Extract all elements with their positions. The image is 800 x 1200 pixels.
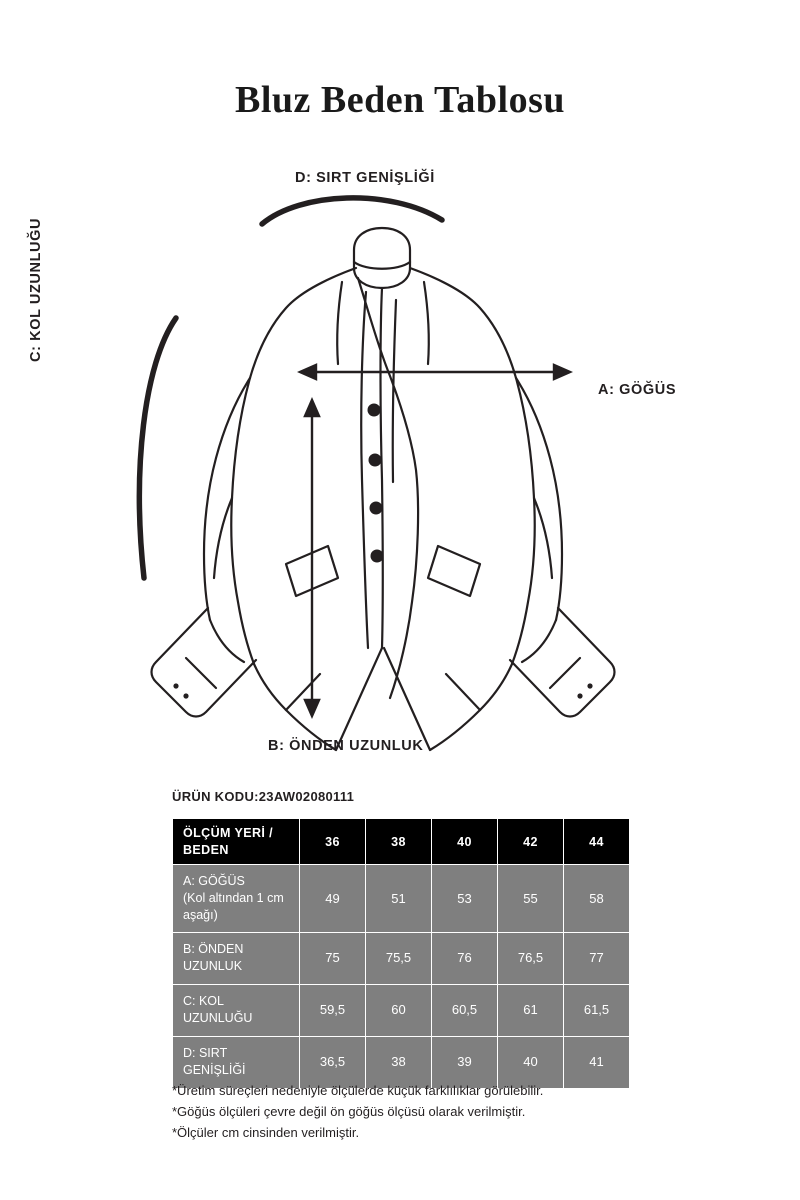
header-size-44: 44 — [564, 819, 630, 865]
cell-back-38: 38 — [366, 1036, 432, 1088]
row-label-line: C: KOL — [183, 994, 224, 1009]
cell-sleeve-38: 60 — [366, 984, 432, 1036]
back-width-arc — [262, 198, 442, 224]
footnote-line: *Üretim süreçleri nedeniyle ölçülerde küçük farklılıklar görülebilir. — [172, 1083, 544, 1098]
header-size-42: 42 — [498, 819, 564, 865]
cell-front-36: 75 — [300, 932, 366, 984]
row-label-line: A: GÖĞÜS — [183, 874, 245, 888]
cell-front-42: 76,5 — [498, 932, 564, 984]
cell-chest-44: 58 — [564, 865, 630, 933]
row-label-line: D: SIRT — [183, 1046, 228, 1061]
cell-sleeve-44: 61,5 — [564, 984, 630, 1036]
row-label-line: B: ÖNDEN — [183, 942, 244, 957]
size-table-wrapper — [172, 818, 629, 1089]
label-sleeve-length: C: KOL UZUNLUĞU — [28, 217, 44, 362]
row-label-line: (Kol altından 1 cm — [183, 890, 284, 905]
footnote-line: *Ölçüler cm cinsinden verilmiştir. — [172, 1125, 360, 1141]
blouse-technical-drawing-svg — [90, 150, 710, 770]
row-label-line: UZUNLUK — [183, 959, 243, 974]
product-code-label: ÜRÜN KODU: — [172, 789, 259, 804]
sleeve-length-arc — [139, 318, 176, 578]
size-table-head — [173, 819, 630, 865]
cell-front-38: 75,5 — [366, 932, 432, 984]
row-label-front-length — [173, 932, 300, 984]
table-row — [173, 865, 630, 933]
cell-chest-40: 53 — [432, 865, 498, 933]
cell-sleeve-40: 60,5 — [432, 984, 498, 1036]
row-label-line: GENİŞLİĞİ — [183, 1063, 246, 1078]
cell-back-44: 41 — [564, 1036, 630, 1088]
label-chest: A: GÖĞÜS — [598, 382, 677, 398]
page-title: Bluz Beden Tablosu — [234, 79, 566, 121]
table-header-row — [173, 819, 630, 865]
header-line-2: BEDEN — [183, 842, 229, 857]
label-front-length: B: ÖNDEN UZUNLUK — [268, 738, 424, 754]
footnote-line: *Göğüs ölçüleri çevre değil ön göğüs ölçüsü olarak verilmiştir. — [172, 1104, 526, 1120]
size-table — [172, 818, 630, 1089]
footnotes — [172, 1080, 692, 1143]
cell-chest-38: 51 — [366, 865, 432, 933]
cell-sleeve-42: 61 — [498, 984, 564, 1036]
garment-diagram — [28, 150, 710, 770]
cell-front-40: 76 — [432, 932, 498, 984]
cell-back-36: 36,5 — [300, 1036, 366, 1088]
table-row — [173, 984, 630, 1036]
label-back-width: D: SIRT GENİŞLİĞİ — [295, 170, 435, 186]
row-label-chest — [173, 865, 300, 933]
chest-measure-arrow — [300, 365, 570, 379]
cell-back-42: 40 — [498, 1036, 564, 1088]
size-table-body — [173, 865, 630, 1089]
table-row — [173, 932, 630, 984]
header-line-1: ÖLÇÜM YERİ / — [183, 825, 273, 840]
header-size-36: 36 — [300, 819, 366, 865]
header-size-38: 38 — [366, 819, 432, 865]
header-size-40: 40 — [432, 819, 498, 865]
cell-front-44: 77 — [564, 932, 630, 984]
row-label-line: UZUNLUĞU — [183, 1011, 253, 1026]
header-measurement-point — [173, 819, 300, 865]
product-code-value: 23AW02080111 — [258, 789, 355, 804]
product-code — [172, 789, 354, 804]
front-length-measure-arrow — [305, 400, 319, 716]
cell-chest-36: 49 — [300, 865, 366, 933]
cell-sleeve-36: 59,5 — [300, 984, 366, 1036]
cell-back-40: 39 — [432, 1036, 498, 1088]
cell-chest-42: 55 — [498, 865, 564, 933]
row-label-sleeve-length — [173, 984, 300, 1036]
row-label-line: aşağı) — [183, 907, 218, 922]
